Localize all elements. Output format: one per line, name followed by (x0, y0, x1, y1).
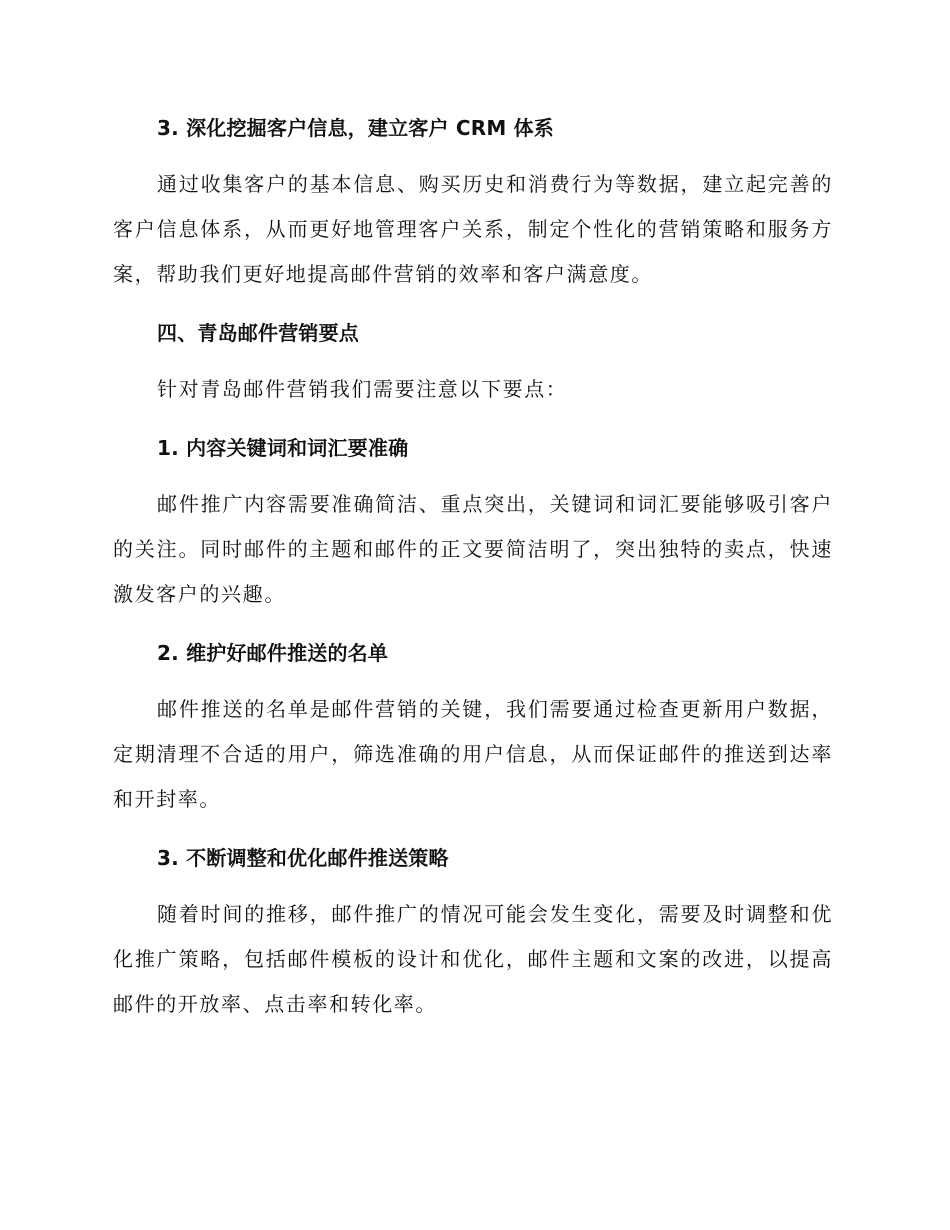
paragraph-qingdao-intro: 针对青岛邮件营销我们需要注意以下要点： (157, 377, 568, 401)
heading-maintain-mailing-list: 2. 维护好邮件推送的名单 (157, 641, 389, 665)
paragraph-keywords-accurate: 邮件推广内容需要准确简洁、重点突出，关键词和词汇要能够吸引客户的关注。同时邮件的主题和邮件的正文要简洁明了，突出独特的卖点，快速激发客户的兴趣。 (113, 492, 833, 606)
heading-optimize-strategy: 3. 不断调整和优化邮件推送策略 (157, 846, 449, 870)
paragraph-crm-system: 通过收集客户的基本信息、购买历史和消费行为等数据，建立起完善的客户信息体系，从而更好地管理客户关系，制定个性化的营销策略和服务方案，帮助我们更好地提高邮件营销的效率和客户满意度。 (113, 172, 833, 286)
paragraph-maintain-mailing-list: 邮件推送的名单是邮件营销的关键，我们需要通过检查更新用户数据，定期清理不合适的用户，筛选准确的用户信息，从而保证邮件的推送到达率和开封率。 (113, 697, 833, 811)
document-content (113, 112, 833, 1027)
paragraph-optimize-strategy: 随着时间的推移，邮件推广的情况可能会发生变化，需要及时调整和优化推广策略，包括邮件模板的设计和优化，邮件主题和文案的改进，以提高邮件的开放率、点击率和转化率。 (113, 902, 833, 1016)
heading-qingdao-key-points: 四、青岛邮件营销要点 (157, 321, 359, 345)
heading-crm-system: 3. 深化挖掘客户信息，建立客户 CRM 体系 (157, 116, 554, 140)
heading-keywords-accurate: 1. 内容关键词和词汇要准确 (157, 436, 409, 460)
